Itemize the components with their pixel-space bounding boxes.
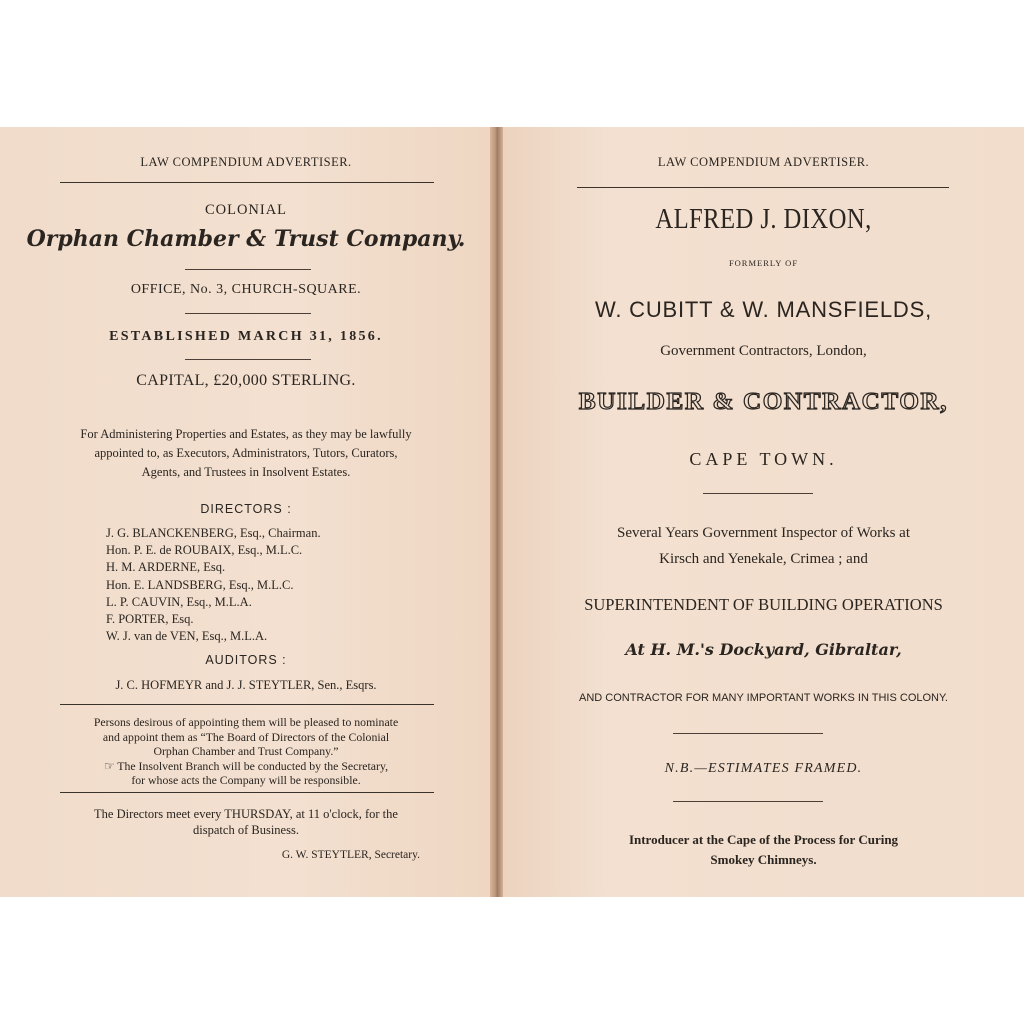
superintendent-title: SUPERINTENDENT OF BUILDING OPERATIONS bbox=[584, 595, 943, 614]
advertiser-name: ALFRED J. DIXON, bbox=[655, 203, 872, 235]
director-item: H. M. ARDERNE, Esq. bbox=[106, 560, 226, 575]
meeting-line: dispatch of Business. bbox=[193, 823, 299, 837]
estimates-note: N.B.—ESTIMATES FRAMED. bbox=[664, 761, 863, 776]
director-item: W. J. van de VEN, Esq., M.L.A. bbox=[106, 629, 268, 644]
contractor-note: AND CONTRACTOR FOR MANY IMPORTANT WORKS IN THIS COLONY. bbox=[579, 692, 948, 704]
introducer-text bbox=[503, 830, 1024, 870]
director-item: Hon. P. E. de ROUBAIX, Esq., M.L.C. bbox=[106, 543, 303, 558]
office-address: OFFICE, No. 3, CHURCH-SQUARE. bbox=[130, 282, 362, 297]
introducer-line: Introducer at the Cape of the Process for Curing bbox=[628, 832, 899, 847]
divider bbox=[703, 493, 813, 494]
book-spread bbox=[0, 127, 1024, 897]
notice-line: Persons desirous of appointing them will be pleased to nominate bbox=[93, 715, 399, 729]
header-rule bbox=[577, 187, 949, 188]
formerly-label: FORMERLY OF bbox=[728, 258, 799, 268]
meeting-text bbox=[0, 806, 492, 838]
city: CAPE TOWN. bbox=[689, 449, 838, 469]
notice-line: Orphan Chamber and Trust Company.” bbox=[153, 744, 339, 758]
book-gutter bbox=[490, 127, 503, 897]
divider bbox=[185, 269, 311, 270]
experience-text bbox=[503, 520, 1024, 572]
purpose-line: appointed to, as Executors, Administrators, Tutors, Curators, bbox=[94, 446, 398, 460]
divider bbox=[60, 792, 434, 793]
director-item: L. P. CAUVIN, Esq., M.L.A. bbox=[106, 594, 252, 609]
experience-line: Kirsch and Yenekale, Crimea ; and bbox=[659, 551, 868, 567]
introducer-line: Smokey Chimneys. bbox=[710, 852, 817, 867]
purpose-text bbox=[0, 425, 492, 482]
capital: CAPITAL, £20,000 STERLING. bbox=[136, 372, 356, 389]
right-page-header: LAW COMPENDIUM ADVERTISER. bbox=[657, 155, 870, 169]
firm-description: Government Contractors, London, bbox=[660, 343, 867, 359]
notice-line: ☞ The Insolvent Branch will be conducted by the Secretary, bbox=[103, 758, 389, 773]
purpose-line: Agents, and Trustees in Insolvent Estates. bbox=[141, 465, 351, 479]
right-page bbox=[503, 127, 1024, 897]
director-item: Hon. E. LANDSBERG, Esq., M.L.C. bbox=[106, 577, 294, 592]
directors-heading: DIRECTORS : bbox=[200, 502, 292, 516]
divider bbox=[673, 801, 823, 802]
experience-line: Several Years Government Inspector of Works at bbox=[616, 525, 911, 541]
signature: G. W. STEYTLER, Secretary. bbox=[281, 849, 420, 861]
notice-line: for whose acts the Company will be responsible. bbox=[131, 773, 361, 787]
divider bbox=[185, 359, 311, 360]
auditors: J. C. HOFMEYR and J. J. STEYTLER, Sen., Esqrs. bbox=[115, 678, 377, 692]
trade-title: BUILDER & CONTRACTOR, bbox=[578, 389, 949, 415]
directors-list bbox=[106, 525, 321, 645]
company-kicker: COLONIAL bbox=[204, 202, 288, 218]
meeting-line: The Directors meet every THURSDAY, at 11 o'clock, for the bbox=[94, 807, 398, 821]
dockyard-location: At H. M.'s Dockyard, Gibraltar, bbox=[625, 640, 902, 659]
divider bbox=[185, 313, 311, 314]
header-rule bbox=[60, 182, 434, 183]
divider bbox=[673, 733, 823, 734]
left-page-header: LAW COMPENDIUM ADVERTISER. bbox=[140, 155, 352, 169]
director-item: J. G. BLANCKENBERG, Esq., Chairman. bbox=[106, 526, 321, 540]
company-name: Orphan Chamber & Trust Company. bbox=[26, 226, 466, 252]
purpose-line: For Administering Properties and Estates, as they may be lawfully bbox=[80, 427, 412, 441]
established-date: ESTABLISHED MARCH 31, 1856. bbox=[109, 329, 383, 344]
auditors-heading: AUDITORS : bbox=[205, 653, 287, 667]
left-page bbox=[0, 127, 490, 897]
director-item: F. PORTER, Esq. bbox=[106, 612, 194, 627]
divider bbox=[60, 704, 434, 705]
notice-line: and appoint them as “The Board of Directors of the Colonial bbox=[102, 729, 390, 744]
former-firm: W. CUBITT & W. MANSFIELDS, bbox=[595, 297, 932, 322]
notice-text bbox=[0, 715, 492, 788]
